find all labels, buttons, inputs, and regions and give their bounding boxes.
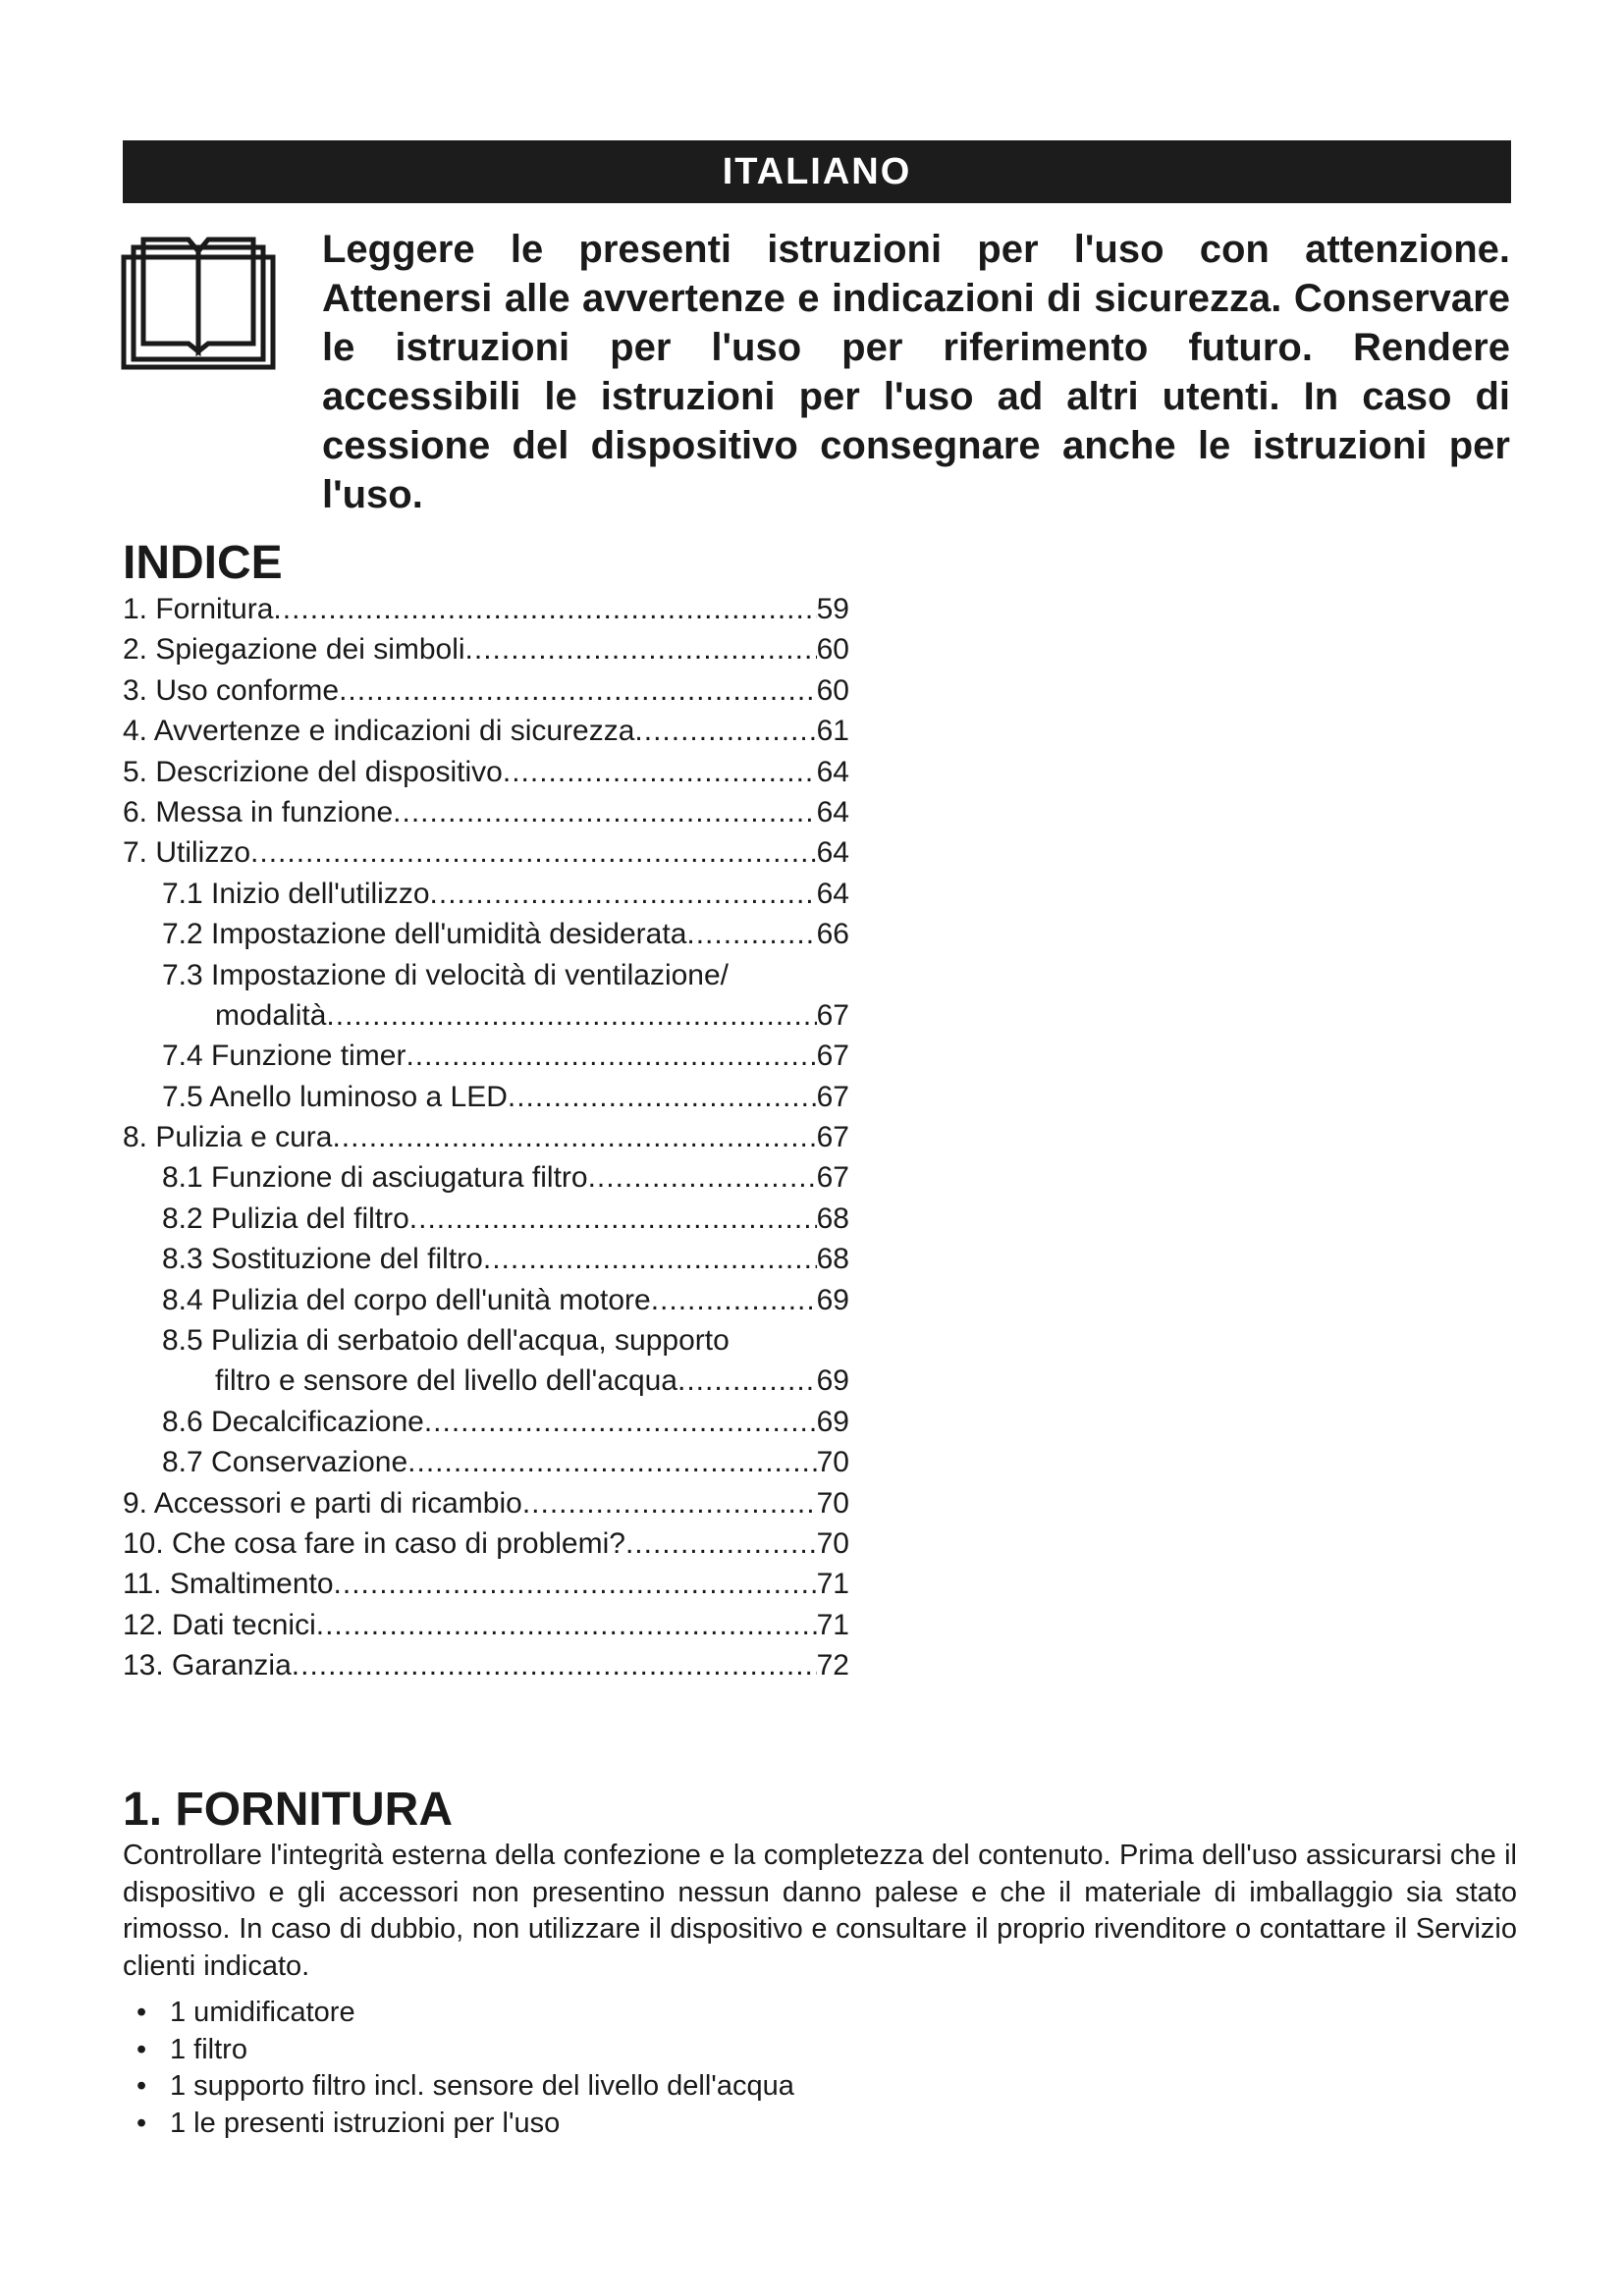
list-item: • 1 umidificatore [123, 1995, 1105, 2032]
toc-title: INDICE [123, 537, 283, 589]
list-item: • 1 le presenti istruzioni per l'uso [123, 2106, 1105, 2143]
toc-entry[interactable]: 13. Garanzia ..... 72 [123, 1645, 849, 1685]
toc-subentry[interactable]: 8.5 Pulizia di serbatoio dell'acqua, supporto [162, 1324, 730, 1358]
list-item: • 1 filtro [123, 2032, 1105, 2069]
toc-entry[interactable]: 11. Smaltimento ..... 71 [123, 1564, 849, 1604]
language-label: ITALIANO [722, 151, 912, 192]
toc-entry[interactable]: 6. Messa in funzione ..... 64 [123, 792, 849, 832]
toc-entry[interactable]: 5. Descrizione del dispositivo ..... 64 [123, 752, 849, 792]
toc-subentry[interactable]: 8.1 Funzione di asciugatura filtro ..... 67 [123, 1157, 849, 1198]
toc-entry[interactable]: 10. Che cosa fare in caso di problemi? ..... 70 [123, 1523, 849, 1564]
toc-subentry[interactable]: 8.4 Pulizia del corpo dell'unità motore ..... 69 [123, 1280, 849, 1320]
delivery-contents-list [123, 1995, 1105, 2142]
table-of-contents [123, 589, 849, 1686]
toc-subentry[interactable]: 7.3 Impostazione di velocità di ventilazione/ [162, 958, 730, 991]
intro-notice: Leggere le presenti istruzioni per l'uso con attenzione. Attenersi alle avvertenze e indicazioni di sicurezza. Conservare le istruzioni per l'uso per riferimento futuro. Rendere accessibili le istruzioni per l'uso ad altri utenti. In caso di cessione del dispositivo consegnare anche le istruzioni per l'uso. [322, 228, 1510, 516]
section-title-fornitura: 1. FORNITURA [123, 1784, 453, 1836]
open-book-icon [120, 234, 277, 373]
toc-subentry[interactable]: 8.2 Pulizia del filtro ..... 68 [123, 1199, 849, 1239]
toc-subentry-continued[interactable]: modalità ..... 67 [123, 995, 849, 1036]
toc-subentry[interactable]: 8.6 Decalcificazione ..... 69 [123, 1402, 849, 1442]
toc-subentry[interactable]: 7.5 Anello luminoso a LED ..... 67 [123, 1077, 849, 1117]
toc-subentry[interactable]: 7.1 Inizio dell'utilizzo ..... 64 [123, 874, 849, 914]
toc-entry[interactable]: 4. Avvertenze e indicazioni di sicurezza ..... 61 [123, 711, 849, 751]
list-item: • 1 supporto filtro incl. sensore del livello dell'acqua [123, 2068, 1105, 2106]
toc-subentry-continued[interactable]: filtro e sensore del livello dell'acqua ..... 69 [123, 1361, 849, 1401]
toc-entry[interactable]: 7. Utilizzo ..... 64 [123, 832, 849, 873]
toc-subentry[interactable]: 8.7 Conservazione ..... 70 [123, 1442, 849, 1482]
toc-entry[interactable]: 12. Dati tecnici ..... 71 [123, 1605, 849, 1645]
section-body-fornitura: Controllare l'integrità esterna della confezione e la completezza del contenuto. Prima dell'uso assicurarsi che il dispositivo e gli accessori non presentino nessun danno palese e che il materiale di imballaggio sia stato rimosso. In caso di dubbio, non utilizzare il dispositivo e consultare il proprio rivenditore o contattare il Servizio clienti indicato. [123, 1840, 1517, 1982]
toc-entry[interactable]: 9. Accessori e parti di ricambio ..... 70 [123, 1483, 849, 1523]
toc-entry[interactable]: 1. Fornitura ..... 59 [123, 589, 849, 629]
language-banner [123, 140, 1511, 203]
toc-subentry[interactable]: 8.3 Sostituzione del filtro ..... 68 [123, 1239, 849, 1279]
toc-subentry[interactable]: 7.2 Impostazione dell'umidità desiderata ..... 66 [123, 914, 849, 954]
toc-subentry[interactable]: 7.4 Funzione timer ..... 67 [123, 1036, 849, 1076]
toc-entry[interactable]: 8. Pulizia e cura ..... 67 [123, 1117, 849, 1157]
toc-entry[interactable]: 2. Spiegazione dei simboli ..... 60 [123, 629, 849, 669]
toc-entry[interactable]: 3. Uso conforme ..... 60 [123, 670, 849, 711]
